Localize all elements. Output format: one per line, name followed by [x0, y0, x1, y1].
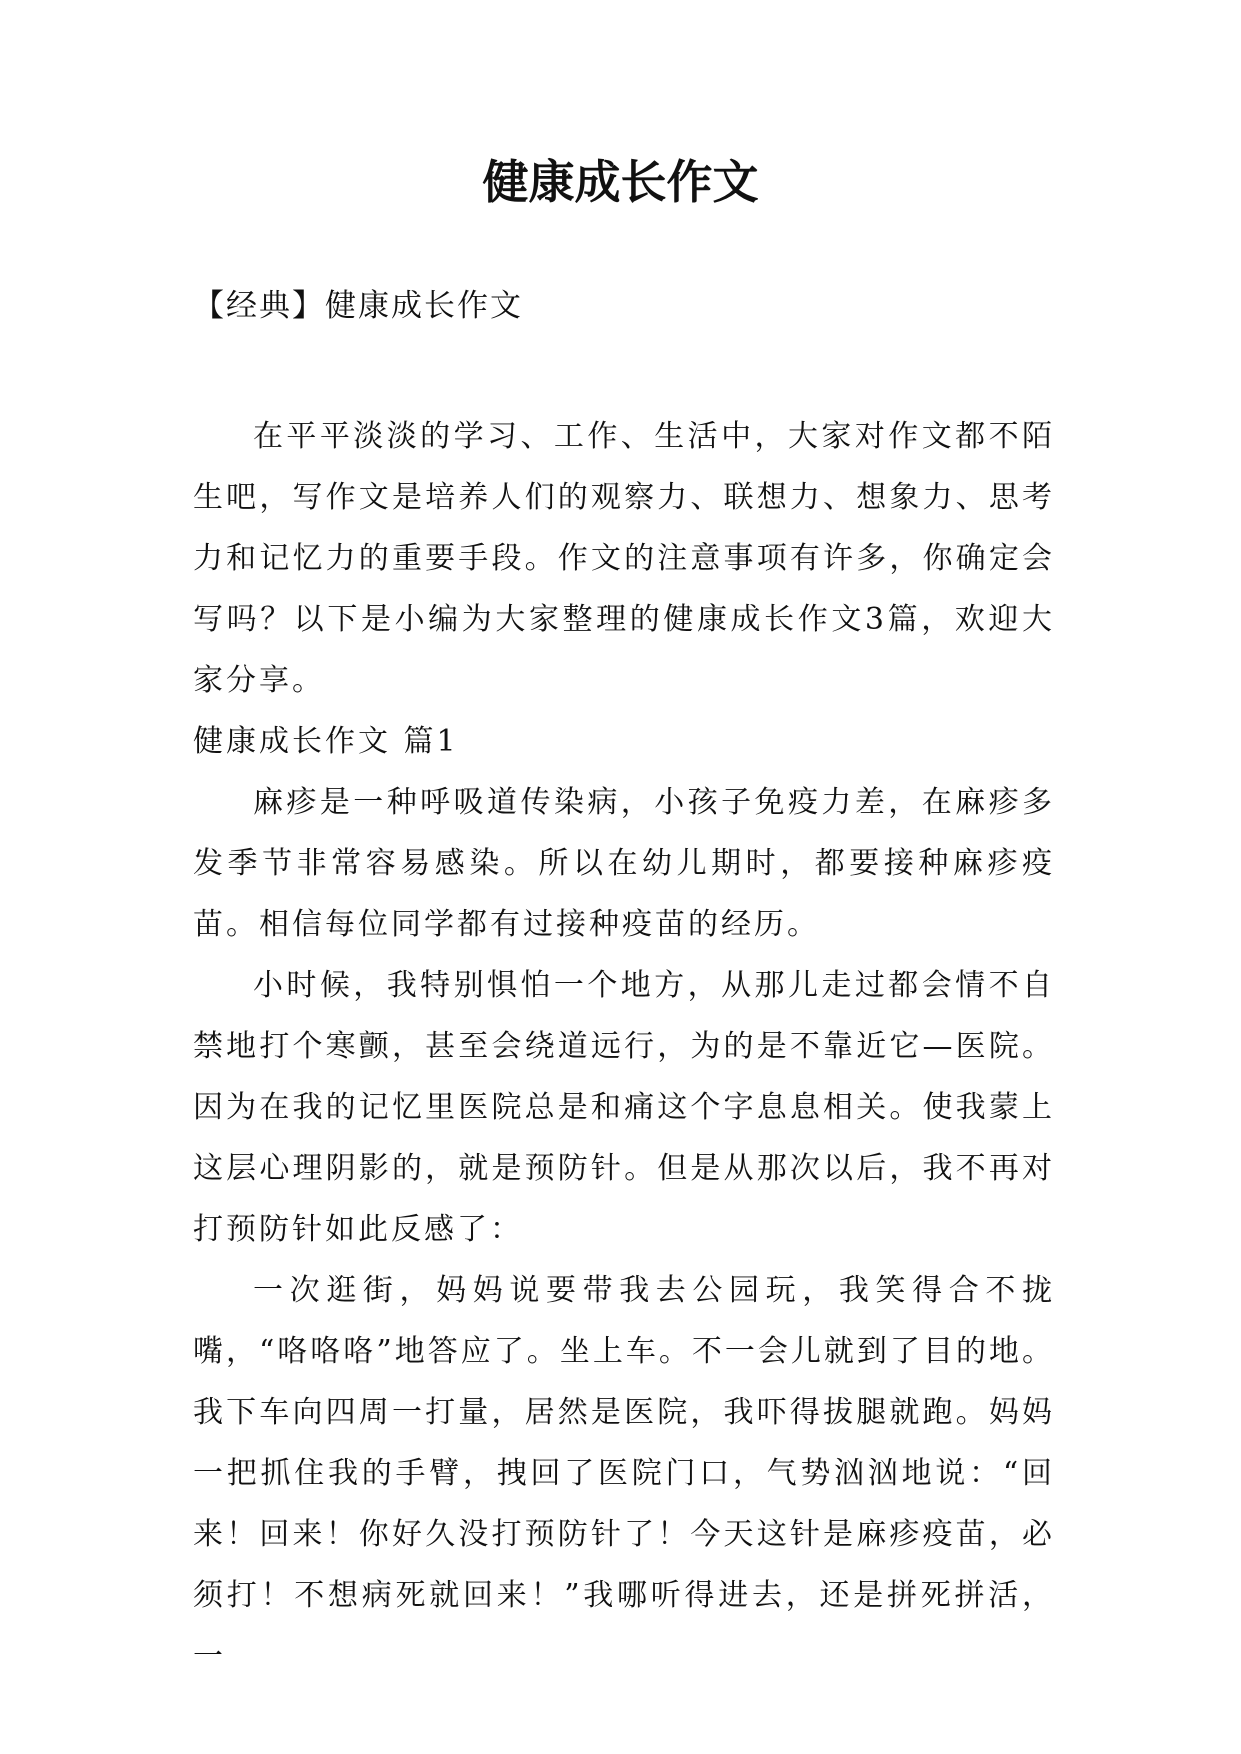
- body-paragraph-1: 麻疹是一种呼吸道传染病，小孩子免疫力差，在麻疹多发季节非常容易感染。所以在幼儿期时，都要接种麻疹疫苗。相信每位同学都有过接种疫苗的经历。: [193, 785, 1055, 942]
- body-paragraph-3: 一次逛街，妈妈说要带我去公园玩，我笑得合不拢嘴，“咯咯咯”地答应了。坐上车。不一会儿就到了目的地。我下车向四周一打量，居然是医院，我吓得拔腿就跑。妈妈一把抓住我的手臂，拽回了医院门口，气势汹汹地说：“回来！回来！你好久没打预防针了！今天这针是麻疹疫苗，必须打！不想病死就回来！”我哪听得进去，还是拼死拼活，一: [193, 1273, 1055, 1674]
- section-heading: 健康成长作文 篇1: [193, 724, 459, 759]
- document-title: 健康成长作文: [482, 155, 759, 209]
- intro-paragraph: 在平平淡淡的学习、工作、生活中，大家对作文都不陌生吧，写作文是培养人们的观察力、联想力、想象力、思考力和记忆力的重要手段。作文的注意事项有许多，你确定会写吗？以下是小编为大家整理的健康成长作文3篇，欢迎大家分享。: [193, 419, 1055, 698]
- document-subtitle: 【经典】健康成长作文: [193, 288, 523, 324]
- body-paragraph-2: 小时候，我特别惧怕一个地方，从那儿走过都会情不自禁地打个寒颤，甚至会绕道远行，为的是不靠近它—医院。因为在我的记忆里医院总是和痛这个字息息相关。使我蒙上这层心理阴影的，就是预防针。但是从那次以后，我不再对打预防针如此反感了：: [193, 968, 1055, 1247]
- document-body: [193, 406, 1055, 1687]
